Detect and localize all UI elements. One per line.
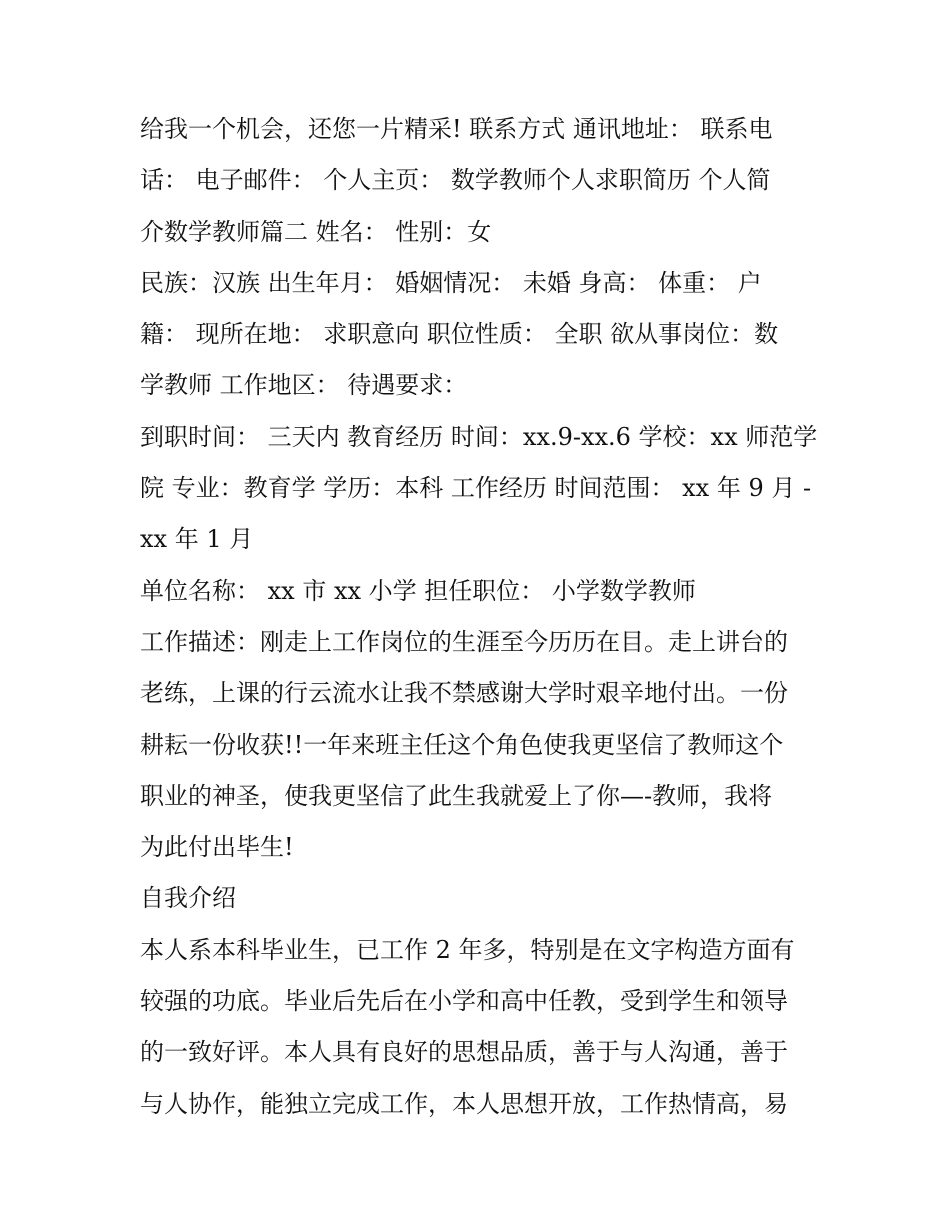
text-line-1: 给我一个机会，还您一片精采! 联系方式 通讯地址： 联系电 (140, 115, 773, 143)
text-line-17: 本人系本科毕业生，已工作 2 年多，特别是在文字构造方面有 (140, 935, 795, 964)
text-line-13: 耕耘一份收获!!一年来班主任这个角色使我更坚信了教师这个 (140, 730, 784, 759)
text-line-7: 到职时间： 三天内 教育经历 时间：xx.9-xx.6 学校：xx 师范学 (140, 422, 818, 451)
text-line-18: 较强的功底。毕业后先后在小学和高中任教，受到学生和领导 (140, 987, 788, 1016)
text-line-9: xx 年 1 月 (140, 525, 254, 554)
text-line-11: 工作描述：刚走上工作岗位的生涯至今历历在目。走上讲台的 (140, 627, 788, 656)
text-line-8: 院 专业：教育学 学历：本科 工作经历 时间范围： xx 年 9 月 - (140, 474, 812, 503)
section-heading-self-intro: 自我介绍 (140, 884, 236, 913)
text-line-19: 的一致好评。本人具有良好的思想品质，善于与人沟通，善于 (140, 1038, 788, 1067)
text-line-5: 籍： 现所在地： 求职意向 职位性质： 全职 欲从事岗位：数 (140, 320, 779, 349)
text-line-6: 学教师 工作地区： 待遇要求： (140, 371, 468, 400)
text-line-20: 与人协作，能独立完成工作，本人思想开放，工作热情高，易 (140, 1089, 788, 1118)
text-line-3: 介数学教师篇二 姓名： 性别：女 (140, 217, 492, 246)
text-line-12: 老练，上课的行云流水让我不禁感谢大学时艰辛地付出。一份 (140, 679, 788, 708)
resume-text (140, 104, 820, 1130)
text-line-4: 民族：汉族 出生年月： 婚姻情况： 未婚 身高： 体重： 户 (140, 268, 762, 297)
text-line-14: 职业的神圣，使我更坚信了此生我就爱上了你—-教师，我将 (140, 781, 773, 810)
text-line-10: 单位名称： xx 市 xx 小学 担任职位： 小学数学教师 (140, 576, 696, 605)
text-line-2: 话： 电子邮件： 个人主页： 数学教师个人求职简历 个人简 (140, 166, 771, 195)
text-line-15: 为此付出毕生! (140, 833, 294, 862)
